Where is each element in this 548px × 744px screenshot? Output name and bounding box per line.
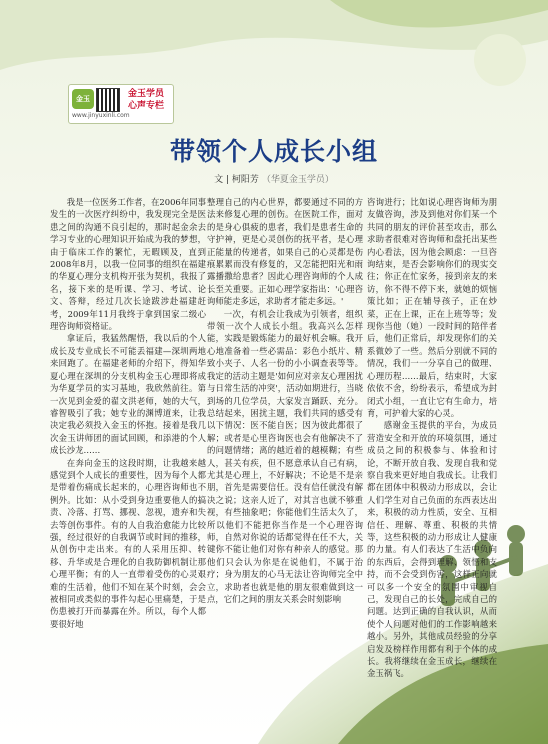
brand-logo: 金玉 — [72, 89, 94, 109]
paragraph: 整理自己的内心世界，都要通过不同的方法来修复心理的创伤。在医院工作，面对的是身心俱疲的患者，我们是患者生命的守护神，更是心灵创伤的抚平者，是心理正能量的传递者，如果自己的心灵都是伤痕累累而没有修复的，又怎能把阳光和雨露播撒给患者？因此心理咨询师的个人成长至关重要。正如心理学家指出：'心理咨询师能走多远，求助者才能走多远。' — [207, 197, 363, 307]
paragraph: 咨询进行；比如说心理咨询师为朋友做咨询，涉及到他对你们某一个共同的朋友的评价甚至攻击，那么求助者很难对咨询师和盘托出某些内心看法，因为他会顾虑：一旦咨询结束，是否会影响你们的现实交往；你正在忙家务，接到亲友的来访，你不得不停下来，就她的烦恼策比如；正在辅导孩子，正在炒菜，正在上课，正在上班等等；发现你当他（她）一段时间的陪伴者后，他们正常后，却发现你们的关系微妙了一些。然后分别就不同的情况，我们一一分享自己的做理、心理历程……最后，结束时，大家依依不舍，纷纷表示，希望成为封闭式小组，一直让它有生命力，培育，可护着大家的心灵。 — [367, 197, 497, 418]
paragraph: 拿证后，我猛然醒悟，我以后的个人成长及专业成长不可能丢福建—深圳两地来回跑了。在福建老师的介绍下，得知华夏心理在深圳的分支机构金玉心理即将成为华夏学员的实习基地，我欣然前往。第一次见到金爱的翟文洪老师，她的大气，睿智吸引了我；她专业的渊博道来，让我决定我必须投入金玉的怀抱。接着是我几次金玉讲师团的面试回顾，和添港的个人成长沙龙…… — [50, 333, 206, 456]
paragraph: 我是一位医务工作者，在2006年同事发生的一次医疗纠纷中，我发现完全是医患之间的沟通不良引起的，那时起金余去学习专业的心理知识开始成为我的梦想，由于临床工作的繁忙，无暇顾及，直到2008年8月，以我一位同事的组织在福建的华夏心理分支机构开张为契机，我报了名，接下来的是听课、学习、考试、论文、答辩，经过几次长途跋涉赴福建赶考，2009年11月我终于拿到国家二级心理咨询师资格证。 — [50, 197, 206, 332]
paragraph: 感谢金玉提供的平台，为成员营造安全和开放的环境氛围，通过成员之间的积极参与、体验和讨论，不断开放自我、发现自我和觉察自我来更好地自我成长。让我们都在团体中积极动力形成以，会让人们学生对自己负面的东西表达出来，积极的动力性质，安全、互相信任、理解、尊重、积极的共情等，这些积极的动力形成让人健康的力量。有人们表达了生活中负向的东西后，会得到理解、领悟和支持，而不会受到伤害，这样正向就可以多一个安全的氛围中审视自己，发现自己的长处，完成自己的问题。达到正确的自我认识，从而使个人问题对他们的工作影响越来越小。另外，其他成员经验的分享启发及榜样作用都有利于个体的成长。我将继续在金玉成长，继续在金玉祸飞。 — [367, 420, 497, 679]
qr-code-icon — [96, 88, 120, 112]
byline — [0, 172, 548, 185]
column-title-line1: 金玉学员 — [127, 89, 164, 99]
article-title: 带领个人成长小组 — [169, 137, 378, 166]
column-badge — [68, 84, 174, 124]
text-column-3 — [367, 196, 497, 680]
text-column-1 — [50, 196, 206, 630]
text-column-2 — [207, 196, 363, 605]
author: 文 | 柯阳芳 — [214, 175, 259, 185]
author-affiliation: （华夏金玉学员） — [261, 175, 334, 185]
paragraph: 一次，有机会让我成为引领者，组织带领一次个人成长小组。我高兴么怎样能，实践是锻炼能力的最好机会嘛。我开心地准备着一些必需品：彩色小纸片、精致小夹子、人名一份的小小调查表等等。我定的活动主题是'如何应对亲友心理困扰与日常生活的冲突'，活动如期进行，当晓到场的几位学员，大家发言踊跃、充分。总结起来，困扰主题，我们共同的感受有以下情况：医不能自医；因为彼此都很了解；或者是心里咨询医也会有他解决不了的问题情绪；离的越近着的越模糊；有些人，甚关有疾，但不愿意承认自己有病，尤其是心理上，不好解决；不论是不是亲朋，首先是需要信任。没有信任就没有解决之说；这亲人近了，对其言也就不够重视，有些抽象吧；你能他们生活太久了，所以他们不能把你当作是一个心理咨询师，自然对你说的话都觉得在任不大，关键你不能让他们对你有种亲人的感觉。那他们只会认为你是在说他们，不属于治疗；身为朋友的心马无法让咨询师完全中立，求助者也就是他的朋友很难做到这一点，它们之间的朋友关系会时刻影响 — [207, 308, 363, 604]
column-title — [121, 88, 171, 112]
website-url: www.jinyuxinli.com — [72, 112, 130, 119]
column-title-line2: 心声专栏 — [127, 101, 164, 111]
paragraph: 在奔向金玉的这段时期，让我越来越感觉到个人成长的重要性，因为每个人都是带着伤痛成长起来的，心理咨询师也不例外。比如：从小受到身边重要他人的搞责、冷落、打骂、挪视、忽视，遗弃和失去等创伤事件。有的人自我治愈能力比较强，经过很好的自我调节或时间的推移，从创伤中走出来。有的人采用压抑、转移、升华或是合理化的自我防御机制让那心理平衡；有的人一直带着受伤的心灵艰难的生活着，他们不知在某个时刻，会会被相同或类似的事件勾起心里痛楚，于是伤患被打开而暴露在外。所以，每个人都要很好地 — [50, 457, 206, 629]
